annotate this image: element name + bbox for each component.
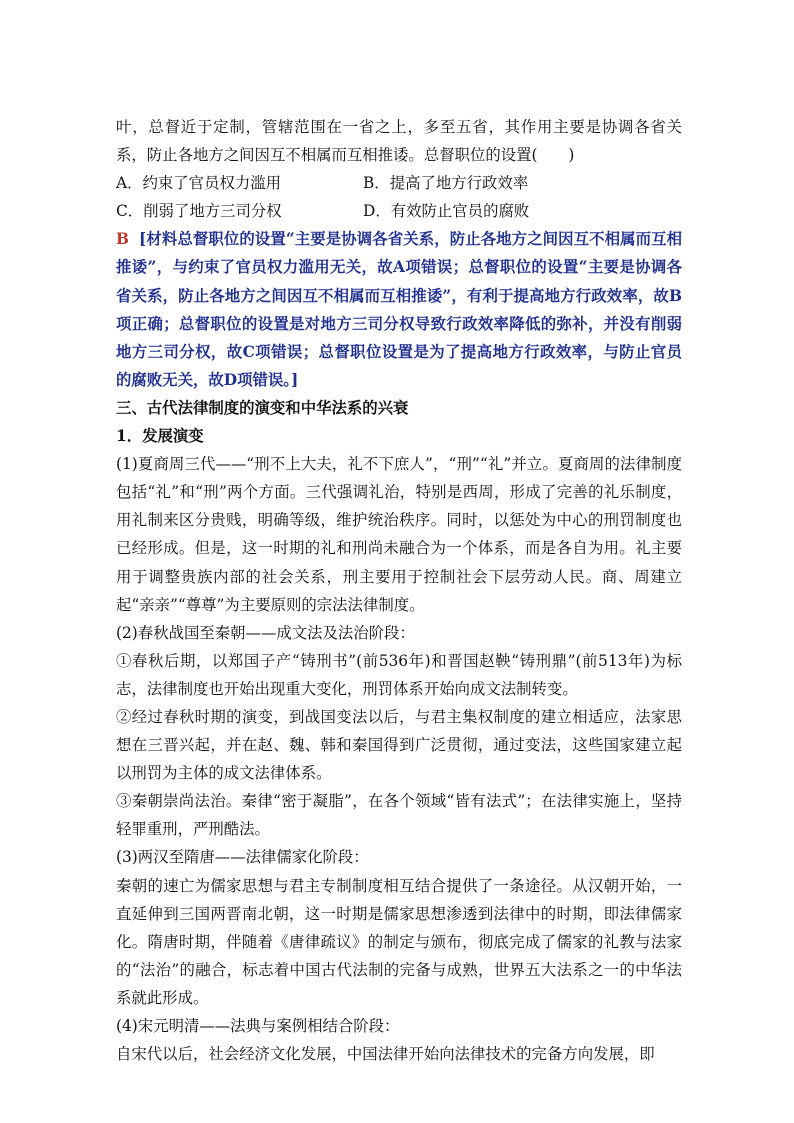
- explanation-text: [材料总督职位的设置“主要是协调各省关系，防止各地方之间因互不相属而互相推诿”，与约束了官员权力滥用无关，故A项错误；总督职位的设置“主要是协调各省关系，防止各地方之间因互不相属而互相推诿”，有利于提高地方行政效率，故B项正确；总督职位的设置是对地方三司分权导致行政效率降低的弥补，并没有削弱地方三司分权，故C项错误；总督职位设置是为了提高地方行政效率，与防止官员的腐败无关，故D项错误。]: [116, 230, 682, 389]
- paragraph-heading-song-qing: (4)宋元明清——法典与案例相结合阶段：: [116, 1017, 400, 1035]
- document-page: [116, 113, 682, 1068]
- option-c: C．削弱了地方三司分权: [116, 202, 282, 221]
- question-stem: 叶，总督近于定制，管辖范围在一省之上，多至五省，其作用主要是协调各省关系，防止各地方之间因互不相属而互相推诿。总督职位的设置( ): [116, 118, 682, 165]
- answer-letter: B: [116, 230, 130, 249]
- paragraph-heading-chunqiu: (2)春秋战国至秦朝——成文法及法治阶段：: [116, 623, 415, 642]
- section-subtitle: 1．发展演变: [116, 427, 204, 446]
- options-row-2: [116, 197, 682, 225]
- option-b: B．提高了地方行政效率: [363, 174, 529, 193]
- options-row-1: [116, 169, 682, 197]
- paragraph-chunqiu-2: ②经过春秋时期的演变，到战国变法以后，与君主集权制度的建立相适应，法家思想在三晋兴起，并在赵、魏、韩和秦国得到广泛贯彻，通过变法，这些国家建立起以刑罚为主体的成文法律体系。: [116, 707, 682, 783]
- answer-explanation: [116, 225, 682, 394]
- paragraph-song-qing: 自宋代以后，社会经济文化发展，中国法律开始向法律技术的完备方向发展，即: [116, 1045, 655, 1064]
- section-title: 三、古代法律制度的演变和中华法系的兴衰: [116, 398, 409, 417]
- option-d: D．有效防止官员的腐败: [363, 202, 530, 221]
- paragraph-chunqiu-1: ①春秋后期，以郑国子产“铸刑书”(前536年)和晋国赵鞅“铸刑鼎”(前513年)为标志，法律制度也开始出现重大变化，刑罚体系开始向成文法制转变。: [116, 651, 682, 698]
- paragraph-han-tang: 秦朝的速亡为儒家思想与君主专制制度相互结合提供了一条途径。从汉朝开始，一直延伸到三国两晋南北朝，这一时期是儒家思想渗透到法律中的时期，即法律儒家化。隋唐时期，伴随着《唐律疏议》的制定与颁布，彻底完成了儒家的礼教与法家的“法治”的融合，标志着中国古代法制的完备与成熟，世界五大法系之一的中华法系就此形成。: [116, 876, 682, 1007]
- option-a: A．约束了官员权力滥用: [116, 174, 282, 193]
- paragraph-heading-han-tang: (3)两汉至隋唐——法律儒家化阶段：: [116, 848, 369, 867]
- paragraph-chunqiu-3: ③秦朝崇尚法治。秦律“密于凝脂”，在各个领域“皆有法式”；在法律实施上，坚持轻罪重刑，严刑酷法。: [116, 792, 682, 839]
- paragraph-xia-shang-zhou: (1)夏商周三代——“刑不上大夫，礼不下庶人”，“刑”“礼”并立。夏商周的法律制度包括“礼”和“刑”两个方面。三代强调礼治，特别是西周，形成了完善的礼乐制度，用礼制来区分贵贱，明确等级，维护统治秩序。同时，以惩处为中心的刑罚制度也已经形成。但是，这一时期的礼和刑尚未融合为一个体系，而是各自为用。礼主要用于调整贵族内部的社会关系，刑主要用于控制社会下层劳动人民。商、周建立起“亲亲”“尊尊”为主要原则的宗法法律制度。: [116, 455, 682, 614]
